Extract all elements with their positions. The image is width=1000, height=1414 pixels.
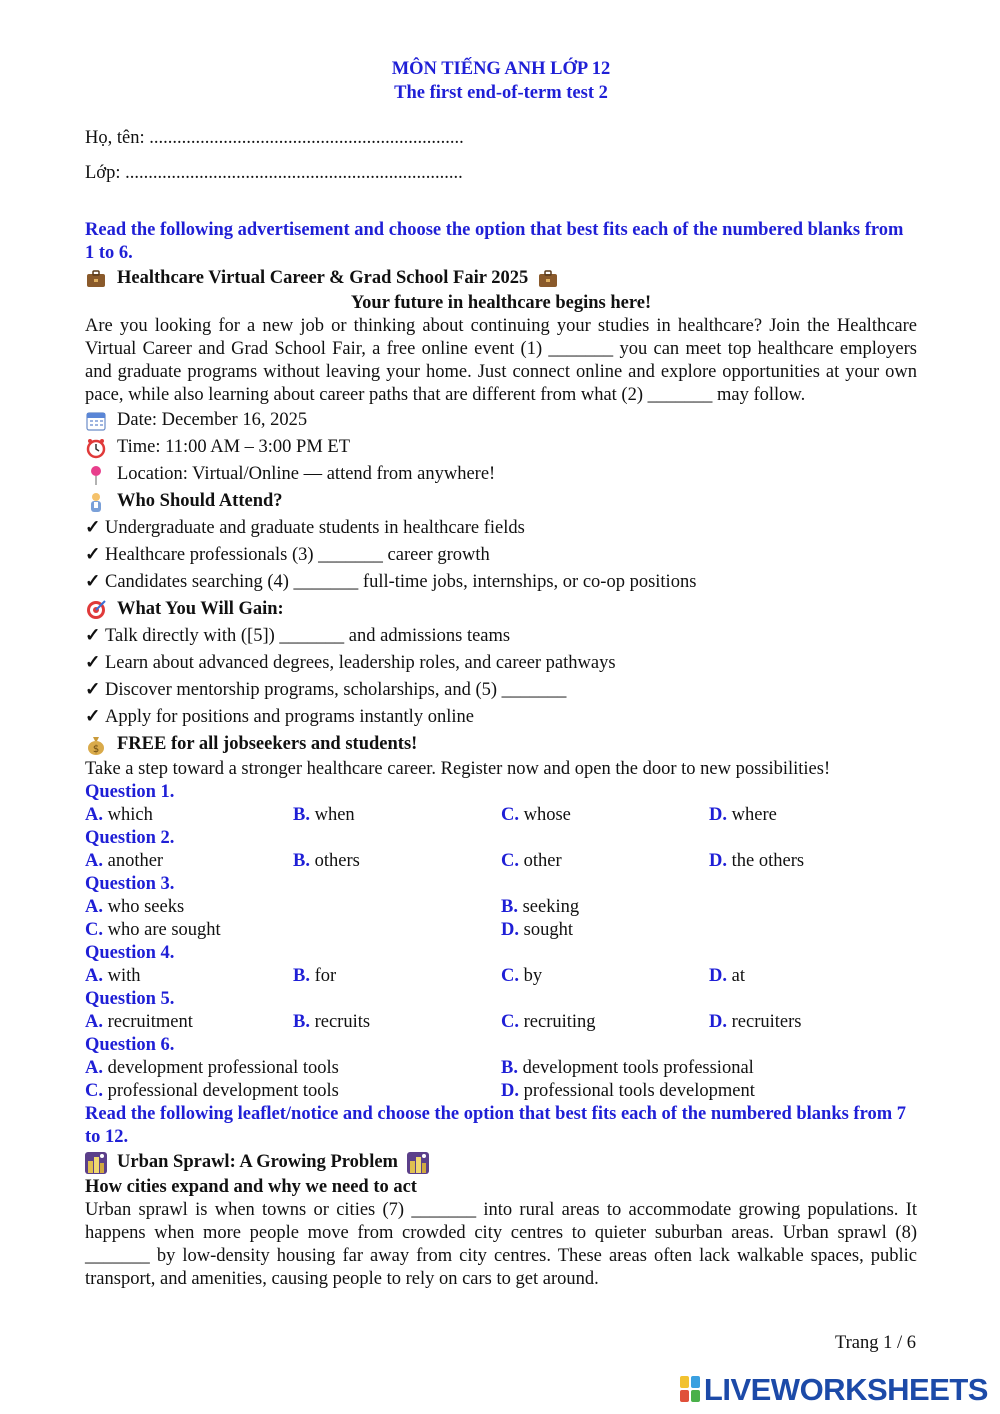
ad-closing: Take a step toward a stronger healthcare career. Register now and open the door to new possibilities!: [85, 759, 831, 779]
location-row: [85, 461, 917, 488]
option-d[interactable]: D. sought: [501, 920, 573, 940]
who-item: ✓ Undergraduate and graduate students in healthcare fields: [85, 518, 525, 538]
option-a[interactable]: A. recruitment: [85, 1012, 193, 1032]
free-line: FREE for all jobseekers and students!: [117, 734, 418, 754]
checkmark-icon: ✓: [85, 680, 101, 700]
checkmark-icon: ✓: [85, 626, 101, 646]
question-options: [85, 919, 917, 942]
option-c[interactable]: C. recruiting: [501, 1012, 596, 1032]
option-a[interactable]: A. which: [85, 805, 153, 825]
question-options: [85, 804, 917, 827]
urban-subtitle: How cities expand and why we need to act: [85, 1177, 417, 1197]
question-options: [85, 1011, 917, 1034]
briefcase-icon: [85, 268, 107, 290]
checkmark-icon: ✓: [85, 518, 101, 538]
who-item: ✓ Healthcare professionals (3) _______ career growth: [85, 545, 490, 565]
pushpin-icon: [85, 464, 107, 486]
brand-name: LIVEWORKSHEETS: [703, 1371, 988, 1407]
option-c[interactable]: C. who are sought: [85, 920, 221, 940]
gain-item: ✓ Learn about advanced degrees, leadership roles, and career pathways: [85, 653, 616, 673]
option-b[interactable]: B. seeking: [501, 897, 580, 917]
class-field[interactable]: Lớp: .........................................................................: [85, 163, 463, 183]
checkmark-icon: ✓: [85, 545, 101, 565]
question-options: [85, 965, 917, 988]
option-c[interactable]: C. other: [501, 851, 562, 871]
question-label: Question 6.: [85, 1035, 175, 1055]
question-options: [85, 850, 917, 873]
option-d[interactable]: D. recruiters: [709, 1012, 802, 1032]
option-a[interactable]: A. development professional tools: [85, 1058, 339, 1078]
gain-item: ✓ Apply for positions and programs instantly online: [85, 707, 474, 727]
time-row: [85, 434, 917, 461]
checkmark-icon: ✓: [85, 707, 101, 727]
cityscape-icon: [407, 1152, 429, 1174]
who-heading: Who Should Attend?: [117, 491, 283, 511]
logo-icon: [680, 1376, 700, 1402]
gain-item: ✓ Talk directly with ([5]) _______ and admissions teams: [85, 626, 511, 646]
target-icon: [85, 599, 107, 621]
option-b[interactable]: B. when: [293, 805, 355, 825]
option-d[interactable]: D. at: [709, 966, 745, 986]
option-b[interactable]: B. development tools professional: [501, 1058, 754, 1078]
gain-heading: What You Will Gain:: [117, 599, 284, 619]
question-label: Question 3.: [85, 874, 175, 894]
ad-title-row: [85, 265, 917, 292]
option-c[interactable]: C. whose: [501, 805, 571, 825]
who-item: ✓ Candidates searching (4) _______ full-time jobs, internships, or co-op positions: [85, 572, 697, 592]
who-heading-row: [85, 488, 917, 515]
date-row: [85, 407, 917, 434]
worksheet-page: [85, 57, 917, 1291]
ad-title: Healthcare Virtual Career & Grad School Fair 2025: [117, 268, 529, 288]
svg-text:$: $: [92, 743, 100, 755]
option-d[interactable]: D. the others: [709, 851, 805, 871]
calendar-icon: [85, 410, 107, 432]
question-label: Question 1.: [85, 782, 175, 802]
urban-title: Urban Sprawl: A Growing Problem: [117, 1152, 398, 1172]
checkmark-icon: ✓: [85, 572, 101, 592]
section2-instruction: Read the following leaflet/notice and choose the option that best fits each of the numbered blanks from 7 to 12.: [85, 1104, 907, 1147]
section1-instruction: Read the following advertisement and choose the option that best fits each of the numbered blanks from 1 to 6.: [85, 220, 904, 263]
option-c[interactable]: C. by: [501, 966, 543, 986]
option-b[interactable]: B. others: [293, 851, 360, 871]
checkmark-icon: ✓: [85, 653, 101, 673]
gain-item: ✓ Discover mentorship programs, scholarships, and (5) _______: [85, 680, 567, 700]
cityscape-icon: [85, 1152, 107, 1174]
ad-subtitle: Your future in healthcare begins here!: [350, 293, 652, 313]
event-date: Date: December 16, 2025: [117, 410, 308, 430]
question-label: Question 2.: [85, 828, 175, 848]
free-row: [85, 731, 917, 758]
question-label: Question 5.: [85, 989, 175, 1009]
option-b[interactable]: B. recruits: [293, 1012, 371, 1032]
name-field[interactable]: Họ, tên: ....................................................................: [85, 128, 464, 148]
money-bag-icon: [85, 734, 107, 756]
briefcase-icon: [537, 268, 559, 290]
event-location: Location: Virtual/Online — attend from anywhere!: [117, 464, 496, 484]
urban-body: Urban sprawl is when towns or cities (7) _______ into rural areas to accommodate growing populations. It happens when more people move from crowded city centres to quieter suburban areas. Urban sprawl (8) _______ by low-density housing far away from city centres. These areas often lack walkable spaces, public transport, and amenities, causing people to rely on cars to get around.: [85, 1200, 917, 1289]
urban-title-row: [85, 1149, 917, 1176]
event-time: Time: 11:00 AM – 3:00 PM ET: [117, 437, 351, 457]
question-options: [85, 1057, 917, 1080]
ad-intro: Are you looking for a new job or thinking about continuing your studies in healthcare? Join the Healthcare Virtual Career and Grad School Fair, a free online event (1) _______ you can meet top healthcare employers and graduate programs without leaving your home. Just connect online and explore opportunities at your own pace, while also learning about career paths that are different from what (2) _______ may follow.: [85, 316, 917, 405]
question-options: [85, 1080, 917, 1103]
option-a[interactable]: A. another: [85, 851, 164, 871]
test-title: The first end-of-term test 2: [394, 83, 608, 103]
subject-title: MÔN TIẾNG ANH LỚP 12: [391, 59, 611, 79]
page-number: Trang 1 / 6: [834, 1333, 916, 1353]
option-a[interactable]: A. with: [85, 966, 141, 986]
gain-heading-row: [85, 596, 917, 623]
person-icon: [85, 491, 107, 513]
option-d[interactable]: D. professional tools development: [501, 1081, 755, 1101]
option-b[interactable]: B. for: [293, 966, 337, 986]
question-options: [85, 896, 917, 919]
alarm-clock-icon: [85, 437, 107, 459]
question-label: Question 4.: [85, 943, 175, 963]
liveworksheets-logo: [680, 1371, 988, 1407]
option-d[interactable]: D. where: [709, 805, 777, 825]
option-c[interactable]: C. professional development tools: [85, 1081, 339, 1101]
option-a[interactable]: A. who seeks: [85, 897, 185, 917]
